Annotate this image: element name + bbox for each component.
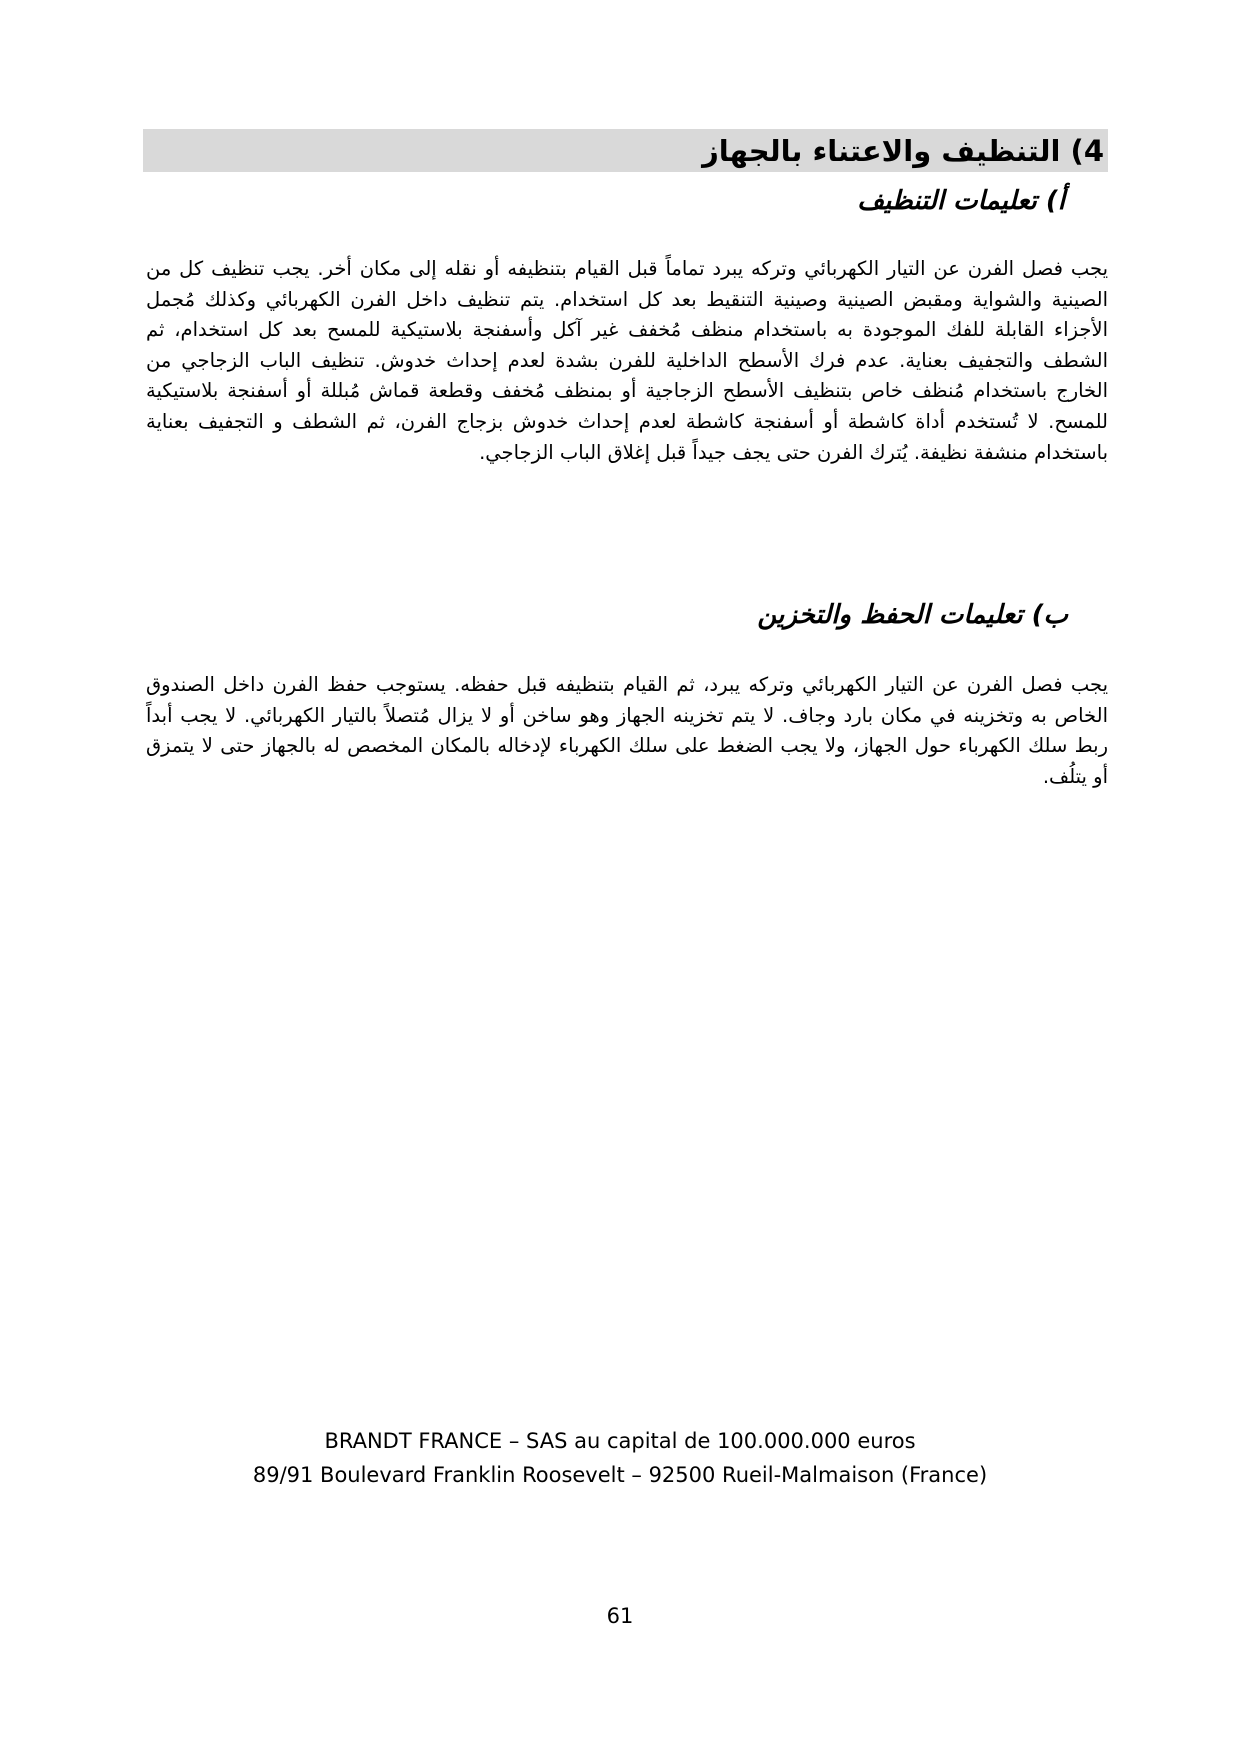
cleaning-instructions-heading: أ) تعليمات التنظيف [857,186,1065,216]
section-title: 4) التنظيف والاعتناء بالجهاز [702,134,1104,168]
page-number: 61 [606,1604,634,1628]
footer-company-line: BRANDT FRANCE – SAS au capital de 100.000.000 euros [324,1429,916,1453]
storage-instructions-heading: ب) تعليمات الحفظ والتخزين [757,600,1068,630]
cleaning-instructions-text: يجب فصل الفرن عن التيار الكهربائي وتركه يبرد تماماً قبل القيام بتنظيفه أو نقله إلى مكان أخر. يجب تنظيف كل من الصينية والشواية ومقبض الصينية وصينية التنقيط بعد كل استخدام. يتم تنظيف داخل الفرن الكهربائي وكذلك مُجمل الأجزاء القابلة للفك الموجودة به باستخدام منظف مُخفف غير آكل وأسفنجة بلاستيكية للمسح بعد كل استخدام، ثم الشطف والتجفيف بعناية. عدم فرك الأسطح الداخلية للفرن بشدة لعدم إحداث خدوش. تنظيف الباب الزجاجي من الخارج باستخدام مُنظف خاص بتنظيف الأسطح الزجاجية أو بمنظف مُخفف وقطعة قماش مُبللة أو أسفنجة بلاستيكية للمسح. لا تُستخدم أداة كاشطة أو أسفنجة كاشطة لعدم إحداث خدوش بزجاج الفرن، ثم الشطف و التجفيف بعناية باستخدام منشفة نظيفة. يُترك الفرن حتى يجف جيداً قبل إغلاق الباب الزجاجي. [146,257,1108,464]
storage-instructions-text: يجب فصل الفرن عن التيار الكهربائي وتركه يبرد، ثم القيام بتنظيفه قبل حفظه. يستوجب حفظ الفرن داخل الصندوق الخاص به وتخزينه في مكان بارد وجاف. لا يتم تخزينه الجهاز وهو ساخن أو لا يزال مُتصلاً بالتيار الكهربائي. لا يجب أبداً ربط سلك الكهرباء حول الجهاز، ولا يجب الضغط على سلك الكهرباء لإدخاله بالمكان المخصص له بالجهاز حتى لا يتمزق أو يتلُف. [146,673,1108,788]
footer-address-line: 89/91 Boulevard Franklin Roosevelt – 92500 Rueil-Malmaison (France) [252,1463,988,1487]
